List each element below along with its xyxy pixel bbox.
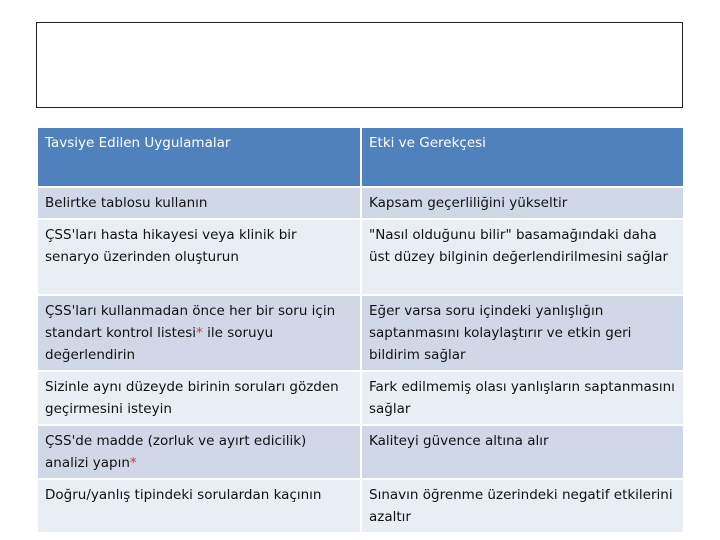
table-row xyxy=(37,371,684,425)
header-recommended-practices: Tavsiye Edilen Uygulamalar xyxy=(37,127,361,187)
practice-cell: ÇSS'ları hasta hikayesi veya klinik bir senaryo üzerinden oluşturun xyxy=(37,219,361,295)
practice-text: ÇSS'de madde (zorluk ve ayırt edicilik) analizi yapın xyxy=(45,433,307,471)
table-row xyxy=(37,219,684,295)
effect-cell: "Nasıl olduğunu bilir" basamağındaki daha üst düzey bilginin değerlendirilmesini sağlar xyxy=(361,219,684,295)
recommendations-table xyxy=(36,126,685,534)
title-placeholder-box xyxy=(36,22,683,108)
table-row xyxy=(37,187,684,219)
header-effect-rationale: Etki ve Gerekçesi xyxy=(361,127,684,187)
effect-cell: Eğer varsa soru içindeki yanlışlığın saptanmasını kolaylaştırır ve etkin geri bildirim sağlar xyxy=(361,295,684,371)
table-header-row xyxy=(37,127,684,187)
effect-cell: Kapsam geçerliliğini yükseltir xyxy=(361,187,684,219)
asterisk-marker: * xyxy=(196,325,203,341)
practice-cell xyxy=(37,295,361,371)
effect-cell: Fark edilmemiş olası yanlışların saptanmasını sağlar xyxy=(361,371,684,425)
table-row xyxy=(37,295,684,371)
practice-cell: Belirtke tablosu kullanın xyxy=(37,187,361,219)
practice-cell xyxy=(37,425,361,479)
asterisk-marker: * xyxy=(129,455,137,471)
practice-cell: Sizinle aynı düzeyde birinin soruları gözden geçirmesini isteyin xyxy=(37,371,361,425)
practice-text: ÇSS'ları kullanmadan önce her bir soru için standart kontrol listesi xyxy=(45,303,336,341)
practice-cell: Doğru/yanlış tipindeki sorulardan kaçının xyxy=(37,479,361,533)
effect-cell: Sınavın öğrenme üzerindeki negatif etkilerini azaltır xyxy=(361,479,684,533)
table-row xyxy=(37,425,684,479)
practice-text-continued: ile soruyu değerlendirin xyxy=(45,325,274,363)
effect-cell: Kaliteyi güvence altına alır xyxy=(361,425,684,479)
table-row xyxy=(37,479,684,533)
